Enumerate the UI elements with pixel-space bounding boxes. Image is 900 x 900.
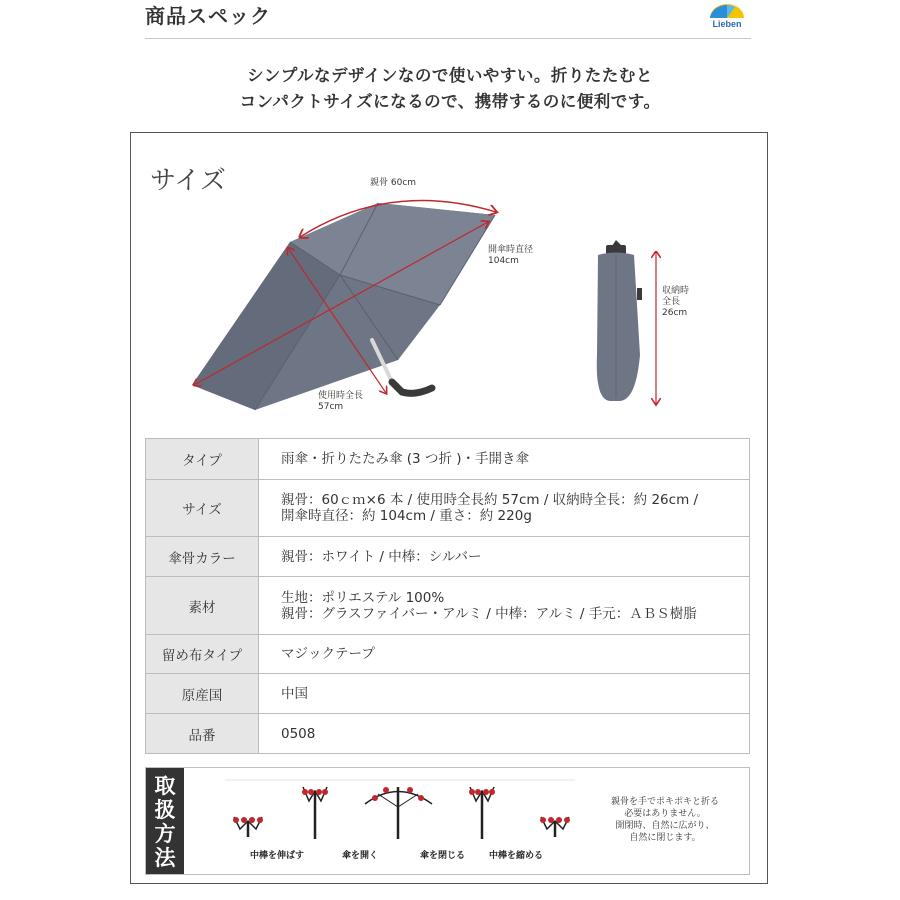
spec-row (146, 674, 750, 714)
spec-value-line: 親骨：ホワイト / 中棒：シルバー (281, 548, 482, 565)
step-label-shorten: 中棒を縮める (489, 851, 544, 861)
spec-key: 原産国 (146, 674, 259, 714)
spec-key: サイズ (146, 480, 259, 537)
note-line: 自然に閉じます。 (629, 833, 701, 843)
spec-value (259, 439, 750, 480)
note-line: 親骨を手でポキポキと折る (610, 797, 719, 807)
spec-row (146, 439, 750, 480)
spec-key: タイプ (146, 439, 259, 480)
howto-title-char: 方 (154, 822, 176, 846)
total-length-text: 使用時全長 (318, 391, 364, 401)
spec-value-line: 親骨：グラスファイバー・アルミ / 中棒：アルミ / 手元：ＡＢＳ樹脂 (281, 605, 697, 622)
spec-key: 留め布タイプ (146, 635, 259, 674)
umbrella-logo-icon (702, 2, 752, 20)
spec-value-line: マジックテープ (281, 646, 375, 662)
step-extend-icon (233, 817, 263, 837)
spec-value (259, 674, 750, 714)
spec-row (146, 635, 750, 674)
step-close-icon (469, 787, 495, 839)
howto-title-char: 扱 (154, 798, 176, 822)
spec-key: 品番 (146, 714, 259, 754)
step-shorten-icon (540, 817, 570, 837)
size-section-title: サイズ (150, 166, 226, 196)
open-diameter-label (488, 245, 533, 267)
spec-value-line: 0508 (281, 725, 316, 742)
spec-value-line: 生地：ポリエステル 100% (281, 589, 445, 606)
spec-row (146, 480, 750, 537)
page-title: 商品スペック (145, 4, 271, 28)
spec-value (259, 714, 750, 754)
spec-value (259, 537, 750, 577)
step-tall-closed-icon (302, 787, 328, 839)
note-line: 必要はありません。 (624, 809, 706, 819)
tagline-line2: コンパクトサイズになるので、携帯するのに便利です。 (239, 92, 661, 111)
folded-text-2: 全長 (662, 297, 681, 307)
step-label-open: 傘を開く (342, 851, 379, 861)
spec-row (146, 714, 750, 754)
rib-length-label: 親骨 60cm (370, 178, 417, 188)
total-length-label (318, 391, 363, 413)
step-label-close: 傘を閉じる (420, 851, 466, 861)
howto-title-char: 取 (154, 774, 176, 798)
open-diameter-value: 104cm (488, 256, 519, 266)
spec-value (259, 635, 750, 674)
folded-length-label (662, 286, 689, 319)
step-label-extend: 中棒を伸ばす (250, 851, 305, 861)
howto-title (146, 768, 184, 874)
folded-value: 26cm (662, 308, 688, 318)
spec-value-line: 雨傘・折りたたみ傘 (3 つ折 )・手開き傘 (281, 451, 529, 467)
open-diameter-text: 開傘時直径 (488, 245, 534, 255)
spec-row (146, 537, 750, 577)
howto-title-char: 法 (154, 846, 176, 870)
spec-value (259, 577, 750, 635)
step-open-icon (365, 787, 432, 839)
logo-text: Lieben (712, 19, 742, 29)
spec-value-line: 開傘時直径：約 104cm / 重さ：約 220g (281, 508, 532, 524)
spec-value (259, 480, 750, 537)
spec-key: 素材 (146, 577, 259, 635)
spec-key: 傘骨カラー (146, 537, 259, 577)
note-line: 開閉時、自然に広がり、 (615, 821, 715, 831)
spec-value-line: 中国 (281, 685, 308, 702)
brand-logo (702, 2, 752, 32)
howto-diagram (220, 777, 580, 847)
open-umbrella (192, 203, 495, 410)
tagline-line1: シンプルなデザインなので使いやすい。折りたたむと (247, 66, 653, 85)
howto-note (590, 796, 740, 844)
spec-table (145, 438, 750, 754)
folded-umbrella (597, 240, 642, 401)
spec-row (146, 577, 750, 635)
spec-value-line: 親骨：60ｃｍ×6 本 / 使用時全長約 57cm / 収納時全長：約 26cm / (281, 492, 699, 508)
total-length-value: 57cm (318, 402, 344, 412)
folded-text-1: 収納時 (662, 286, 690, 296)
header-divider (145, 38, 751, 39)
